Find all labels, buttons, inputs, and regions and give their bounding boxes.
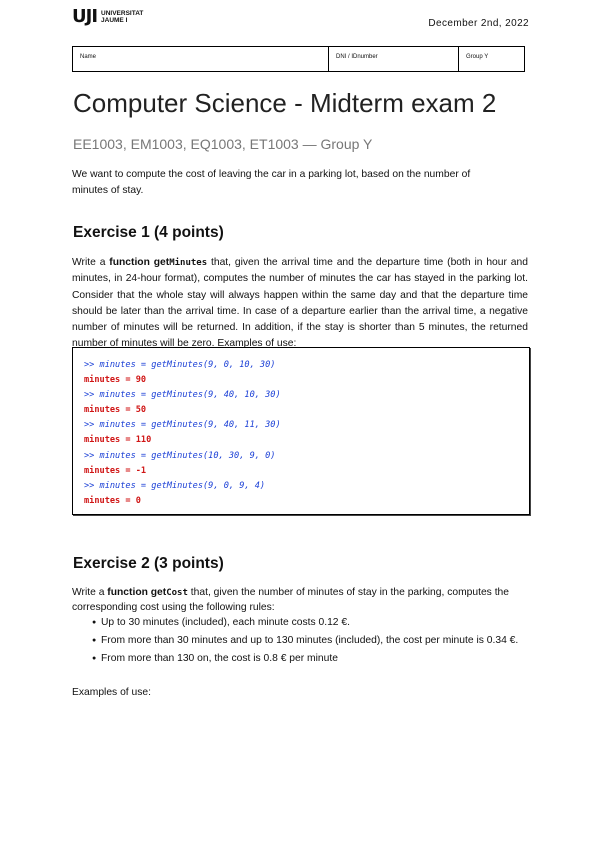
dni-label: DNI / IDnumber (336, 54, 378, 60)
name-label: Name (80, 54, 97, 60)
list-item: ● Up to 30 minutes (included), each minute costs 0.12 €. (92, 614, 522, 632)
intro-paragraph: We want to compute the cost of leaving the car in a parking lot, based on the number of minutes of stay. (72, 169, 471, 197)
ex2-text-after: that, given the number of minutes of stay in the parking, computes the corresponding cost using the following rules: (72, 587, 510, 613)
exam-date: December 2nd, 2022 (428, 18, 529, 29)
ex1-text-before: Write a (72, 257, 110, 268)
group-field[interactable] (459, 47, 524, 71)
ex1-function-name: Minutes (169, 258, 208, 268)
code-command-line: >> minutes = getMinutes(9, 0, 10, 30) (84, 360, 276, 370)
exercise-1-code-example (72, 347, 530, 515)
exercise-2-heading: Exercise 2 (3 points) (73, 555, 224, 572)
ex2-bold-phrase: function get (107, 587, 167, 598)
code-output-line: minutes = 50 (84, 405, 147, 416)
exercise-1-statement (72, 255, 528, 353)
logo-line-2: JAUME I (101, 17, 128, 24)
logo-line-1: UNIVERSITAT (101, 10, 144, 17)
code-command-line: >> minutes = getMinutes(9, 0, 9, 4) (84, 480, 266, 491)
cost-rules-list (92, 614, 522, 668)
examples-of-use-label: Examples of use: (72, 687, 151, 698)
code-output-line: minutes = 0 (84, 495, 141, 506)
code-output-line: minutes = 110 (84, 435, 152, 446)
ex1-bold-phrase: function get (109, 257, 170, 268)
list-item: ● From more than 130 on, the cost is 0.8 € per minute (92, 650, 522, 668)
page-subtitle: EE1003, EM1003, EQ1003, ET1003 — Group Y (73, 136, 373, 152)
exercise-2-statement (72, 586, 512, 615)
code-output-line: minutes = -1 (84, 465, 147, 476)
dni-field[interactable] (329, 47, 459, 71)
name-field[interactable] (73, 47, 329, 71)
exercise-1-heading: Exercise 1 (4 points) (73, 224, 224, 241)
student-id-table (72, 46, 525, 72)
code-command-line: >> minutes = getMinutes(9, 40, 10, 30) (84, 390, 281, 401)
ex2-function-name: Cost (166, 588, 188, 598)
logo-mark: UJI (72, 6, 98, 27)
code-output-line: minutes = 90 (84, 375, 147, 386)
code-command-line: >> minutes = getMinutes(10, 30, 9, 0) (84, 450, 276, 461)
logo-text (101, 10, 143, 24)
list-item: ● From more than 30 minutes and up to 130 minutes (included), the cost per minute is 0.34 €. (92, 632, 522, 650)
page-title: Computer Science - Midterm exam 2 (73, 88, 497, 118)
ex1-text-after: that, given the arrival time and the departure time (both in hour and minutes, in 24-hour format), computes the number of minutes the car has stayed in the parking lot. Consider that the whole stay will always happen within the same day and that the departure time should be later than the arrival time. In case of a departure earlier than the arrival time, a negative number of minutes will be returned. In addition, if the stay is shorter than 5 minutes, the returned number of minutes will be zero. Examples of use: (72, 257, 528, 350)
ex2-text-before: Write a (72, 587, 108, 598)
code-command-line: >> minutes = getMinutes(9, 40, 11, 30) (84, 420, 281, 431)
university-logo (72, 8, 143, 26)
group-label: Group Y (466, 54, 489, 60)
